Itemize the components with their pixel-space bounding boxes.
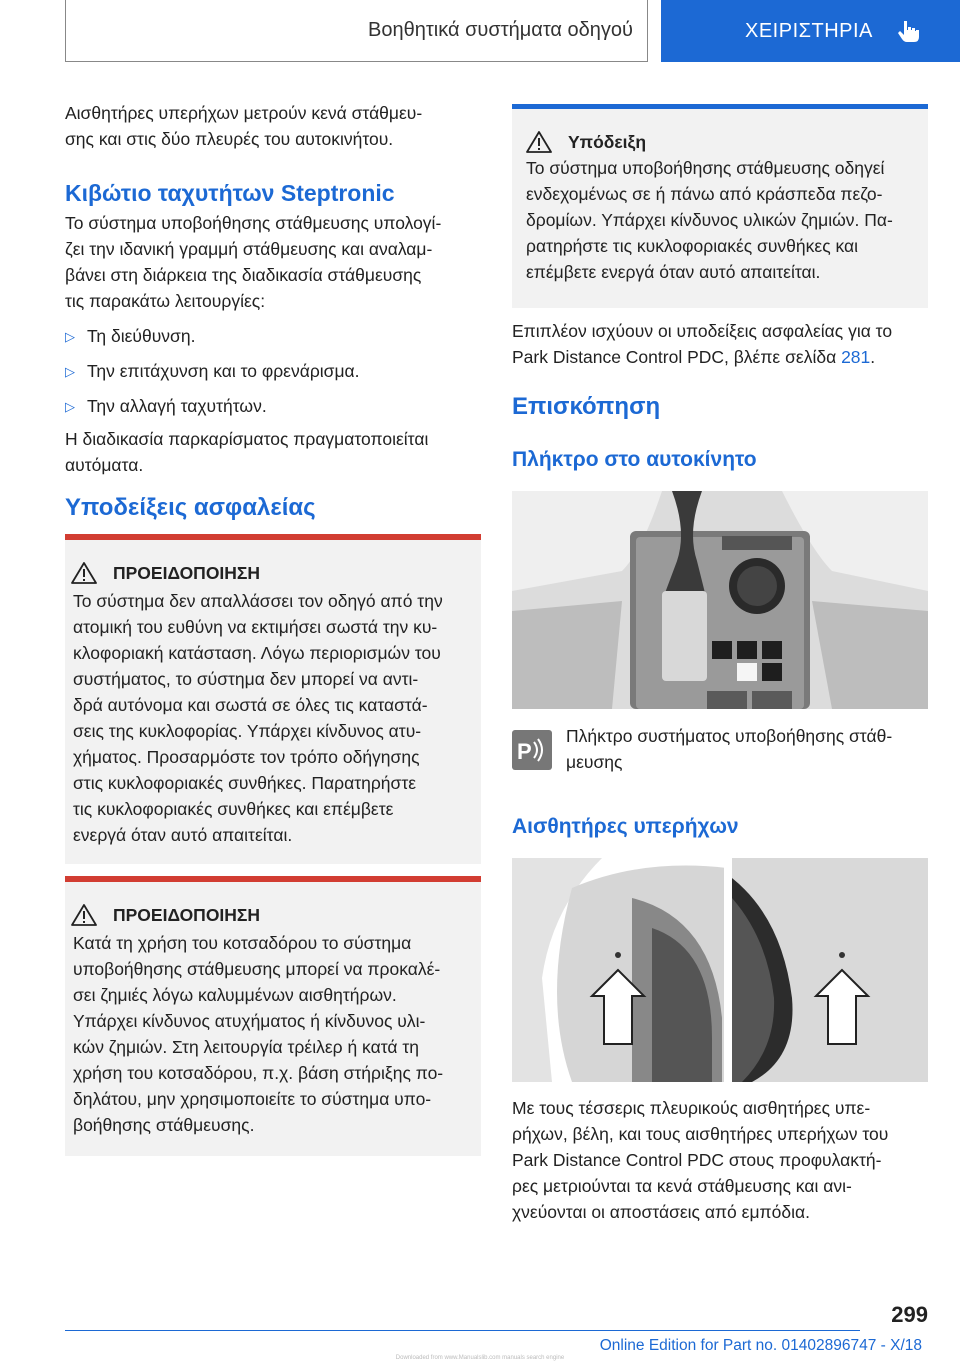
bullet-triangle-icon: ▷ [65, 364, 75, 379]
warning-triangle-icon [71, 562, 97, 584]
warning-title-row [71, 904, 481, 926]
warning-1-line: κλοφοριακή κατάσταση. Λόγω περιορισμών του [73, 643, 441, 663]
chapter-tab-label: ΧΕΙΡΙΣΤΗΡΙΑ [745, 19, 873, 42]
caption-line-1: Πλήκτρο συστήματος υποβοήθησης στάθ- [566, 726, 893, 746]
warning-2-line: σει ζημιές λόγω καλυμμένων αισθητήρων. [73, 985, 397, 1005]
bullet-triangle-icon: ▷ [65, 399, 75, 414]
warning-1-line: Το σύστημα δεν απαλλάσσει τον οδηγό από την [73, 591, 443, 611]
warning-title-row [71, 562, 481, 584]
warning-2-line: υποβοήθησης στάθμευσης μπορεί να προκαλέ- [73, 959, 441, 979]
warning-title: ΠΡΟΕΙΔΟΠΟΙΗΣΗ [113, 562, 261, 583]
pdc-end: . [870, 347, 876, 367]
note-line: ρατηρήστε τις κυκλοφοριακές συνθήκες και [526, 236, 859, 256]
steptronic-line-1: Το σύστημα υποβοήθησης στάθμευσης υπολογί- [65, 213, 442, 233]
warning-2-line: Κατά τη χρήση του κοτσαδόρου το σύστημα [73, 933, 412, 953]
list-item [65, 393, 485, 428]
note-line: επέμβετε ενεργά όταν αυτό απαιτείται. [526, 262, 821, 282]
park-assist-button-icon [512, 730, 552, 770]
note-line: ενδεχομένως σε ή πάνω από κράσπεδα πεζο- [526, 184, 883, 204]
warning-box-1 [65, 534, 481, 864]
header-chapter-tab[interactable] [661, 0, 960, 62]
note-bar [512, 104, 928, 109]
note-title: Υπόδειξη [568, 131, 647, 152]
warning-2-line: Υπάρχει κίνδυνος ατυχήματος ή κίνδυνος υλι- [73, 1011, 426, 1031]
pdc-line-2 [512, 344, 932, 370]
warning-triangle-icon [71, 904, 97, 926]
button-heading: Πλήκτρο στο αυτοκίνητο [512, 448, 757, 471]
sensors-line: ρήχων, βέλη, και τους αισθητήρες υπερήχων του [512, 1124, 889, 1144]
list-item-text: Τη διεύθυνση. [87, 326, 196, 346]
pdc-text: Park Distance Control PDC, βλέπε σελίδα [512, 347, 842, 367]
list-item [65, 358, 485, 393]
steptronic-line-2: ζει την ιδανική γραμμή στάθμευσης και αναλαμ- [65, 239, 433, 259]
footer-divider [65, 1330, 860, 1331]
left-column [65, 100, 485, 152]
steptronic-line-4: τις παρακάτω λειτουργίες: [65, 291, 266, 311]
warning-2-line: κών ζημιών. Στη λειτουργία τρέιλερ ή κατά τη [73, 1037, 419, 1057]
note-title-row [526, 131, 928, 153]
section-title-text: Βοηθητικά συστήματα οδηγού [368, 19, 633, 41]
steptronic-line-3: βάνει στη διάρκεια της διαδικασία στάθμευσης [65, 265, 422, 285]
sensors-photo [512, 858, 928, 1082]
sensors-line: Με τους τέσσερις πλευρικούς αισθητήρες υπε- [512, 1098, 871, 1118]
list-item-text: Την αλλαγή ταχυτήτων. [87, 396, 267, 416]
warning-2-line: βοήθησης στάθμευσης. [73, 1115, 255, 1135]
page-link-281[interactable]: 281 [841, 347, 871, 367]
list-item [65, 323, 485, 358]
intro-line-2: σης και στις δύο πλευρές του αυτοκινήτου. [65, 129, 394, 149]
warning-1-line: χήματος. Προσαρμόστε τον τρόπο οδήγησης [73, 747, 420, 767]
pdc-reference [512, 318, 932, 370]
sensors-line: χνεύονται οι αποστάσεις από εμπόδια. [512, 1202, 810, 1222]
warning-1-line: σεις της κυκλοφορίας. Υπάρχει κίνδυνος ατυ- [73, 721, 422, 741]
sensors-line: Park Distance Control PDC στους προφυλακτή- [512, 1150, 882, 1170]
auto-text [65, 426, 485, 478]
steptronic-text [65, 210, 485, 314]
warning-bar [65, 534, 481, 540]
warning-2-line: χρήση του κοτσαδόρου, π.χ. βάση στήριξης πο- [73, 1063, 444, 1083]
warning-box-2 [65, 876, 481, 1156]
caption-line-2: μευσης [566, 752, 623, 772]
warning-2-line: δηλάτου, μην χρησιμοποιείτε το σύστημα υπο- [73, 1089, 432, 1109]
intro-line-1: Αισθητήρες υπερήχων μετρούν κενά στάθμευ- [65, 103, 423, 123]
auto-line-2: αυτόματα. [65, 455, 144, 475]
warning-1-line: στις κυκλοφοριακές συνθήκες. Παρατηρήστε [73, 773, 417, 793]
sensors-line: ρες μετριούνται τα κενά στάθμευσης και ανι- [512, 1176, 852, 1196]
button-caption [566, 723, 936, 775]
warning-1-body [65, 588, 481, 848]
warning-1-line: ατομική του ευθύνη να εκτιμήσει σωστά την κυ- [73, 617, 438, 637]
warning-1-line: τις κυκλοφοριακές συνθήκες και επέμβετε [73, 799, 394, 819]
function-list [65, 323, 485, 428]
hand-pointer-icon [895, 18, 921, 44]
warning-2-body [65, 930, 481, 1138]
warning-1-line: ενεργά όταν αυτό απαιτείται. [73, 825, 293, 845]
note-box [512, 104, 928, 308]
bullet-triangle-icon: ▷ [65, 329, 75, 344]
note-line: Το σύστημα υποβοήθησης στάθμευσης οδηγεί [526, 158, 885, 178]
overview-heading: Επισκόπηση [512, 393, 661, 420]
header-section-title [65, 0, 648, 62]
svg-text:P: P [517, 739, 532, 764]
center-console-illustration [512, 491, 928, 709]
console-photo [512, 491, 928, 709]
footer-edition: Online Edition for Part no. 01402896747 - X/18 [599, 1337, 922, 1354]
sensors-text [512, 1095, 932, 1225]
list-item-text: Την επιτάχυνση και το φρενάρισμα. [87, 361, 360, 381]
auto-line-1: Η διαδικασία παρκαρίσματος πραγματοποιείται [65, 429, 429, 449]
warning-triangle-icon [526, 131, 552, 153]
footer-watermark: Downloaded from www.Manualslib.com manuals search engine [395, 1355, 565, 1361]
page-number: 299 [891, 1302, 928, 1327]
note-line: δρομίων. Υπάρχει κίνδυνος υλικών ζημιών. Πα- [526, 210, 893, 230]
safety-heading: Υποδείξεις ασφαλείας [65, 494, 316, 521]
warning-title: ΠΡΟΕΙΔΟΠΟΙΗΣΗ [113, 904, 261, 925]
side-sensors-illustration [512, 858, 928, 1082]
warning-1-line: δρά αυτόνομα και σωστά σε όλες τις καταστά- [73, 695, 428, 715]
warning-bar [65, 876, 481, 882]
steptronic-heading: Κιβώτιο ταχυτήτων Steptronic [65, 180, 395, 206]
warning-1-line: συστήματος, το σύστημα δεν μπορεί να αντι- [73, 669, 419, 689]
sensors-heading: Αισθητήρες υπερήχων [512, 815, 739, 838]
pdc-line-1: Επιπλέον ισχύουν οι υποδείξεις ασφαλείας για το [512, 321, 893, 341]
note-body [512, 155, 928, 285]
